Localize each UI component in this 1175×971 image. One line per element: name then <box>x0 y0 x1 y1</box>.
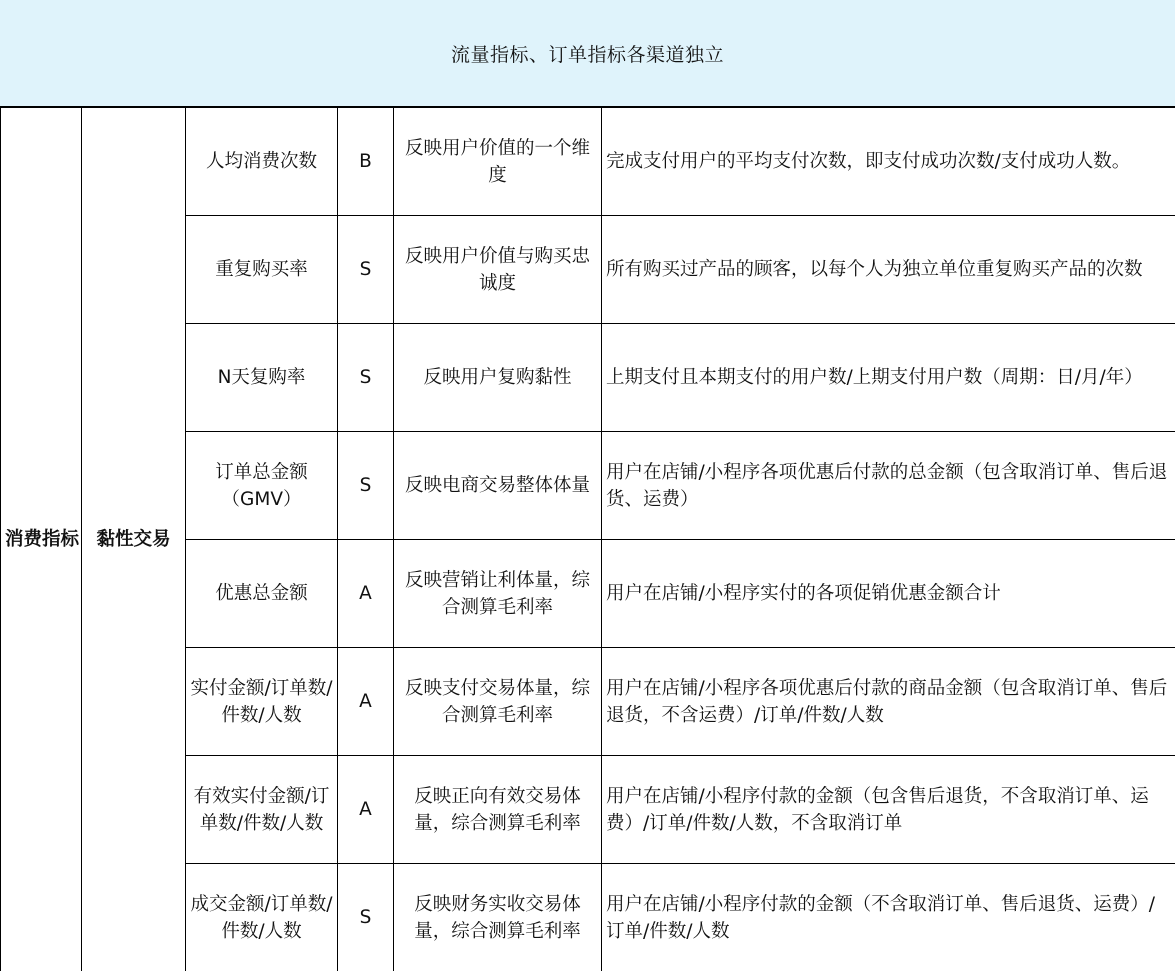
metric-definition-cell[interactable]: 完成支付用户的平均支付次数，即支付成功次数/支付成功人数。 <box>602 108 1175 216</box>
category-level2-cell[interactable] <box>82 108 186 971</box>
metric-name-cell[interactable]: 订单总金额（GMV） <box>186 432 338 540</box>
metrics-table <box>0 107 1175 971</box>
metric-purpose-cell[interactable]: 反映用户价值的一个维度 <box>394 108 602 216</box>
metric-grade-cell[interactable]: B <box>338 108 394 216</box>
metric-name-cell[interactable]: 有效实付金额/订单数/件数/人数 <box>186 756 338 864</box>
table-row <box>1 108 1175 216</box>
metric-definition-cell[interactable]: 用户在店铺/小程序付款的金额（包含售后退货，不含取消订单、运费）/订单/件数/人数，不含取消订单 <box>602 756 1175 864</box>
metric-purpose-cell[interactable]: 反映正向有效交易体量，综合测算毛利率 <box>394 756 602 864</box>
metric-grade-cell[interactable]: S <box>338 432 394 540</box>
metric-grade-cell[interactable]: S <box>338 324 394 432</box>
metric-name-cell[interactable]: 优惠总金额 <box>186 540 338 648</box>
metric-name-cell[interactable]: 重复购买率 <box>186 216 338 324</box>
metric-purpose-cell[interactable]: 反映电商交易整体体量 <box>394 432 602 540</box>
metric-name-cell[interactable]: 人均消费次数 <box>186 108 338 216</box>
metric-purpose-cell[interactable]: 反映支付交易体量，综合测算毛利率 <box>394 648 602 756</box>
metric-definition-cell[interactable]: 所有购买过产品的顾客，以每个人为独立单位重复购买产品的次数 <box>602 216 1175 324</box>
metric-grade-cell[interactable]: S <box>338 864 394 971</box>
category-level1-label: 消费指标 <box>5 529 80 550</box>
metric-definition-cell[interactable]: 用户在店铺/小程序各项优惠后付款的总金额（包含取消订单、售后退货、运费） <box>602 432 1175 540</box>
metric-purpose-cell[interactable]: 反映用户价值与购买忠诚度 <box>394 216 602 324</box>
metric-name-cell[interactable]: 实付金额/订单数/件数/人数 <box>186 648 338 756</box>
metric-purpose-cell[interactable]: 反映营销让利体量，综合测算毛利率 <box>394 540 602 648</box>
metric-grade-cell[interactable]: A <box>338 648 394 756</box>
header-banner <box>0 0 1175 107</box>
metric-grade-cell[interactable]: A <box>338 756 394 864</box>
metric-definition-cell[interactable]: 用户在店铺/小程序各项优惠后付款的商品金额（包含取消订单、售后退货，不含运费）/订单/件数/人数 <box>602 648 1175 756</box>
metric-name-cell[interactable]: N天复购率 <box>186 324 338 432</box>
header-title: 流量指标、订单指标各渠道独立 <box>450 43 724 66</box>
metric-purpose-cell[interactable]: 反映用户复购黏性 <box>394 324 602 432</box>
metric-name-cell[interactable]: 成交金额/订单数/件数/人数 <box>186 864 338 971</box>
category-level1-cell[interactable] <box>1 108 82 971</box>
metric-grade-cell[interactable]: A <box>338 540 394 648</box>
metric-purpose-cell[interactable]: 反映财务实收交易体量，综合测算毛利率 <box>394 864 602 971</box>
category-level2-label: 黏性交易 <box>96 529 171 550</box>
metric-grade-cell[interactable]: S <box>338 216 394 324</box>
metric-definition-cell[interactable]: 用户在店铺/小程序付款的金额（不含取消订单、售后退货、运费）/订单/件数/人数 <box>602 864 1175 971</box>
metric-definition-cell[interactable]: 用户在店铺/小程序实付的各项促销优惠金额合计 <box>602 540 1175 648</box>
metric-definition-cell[interactable]: 上期支付且本期支付的用户数/上期支付用户数（周期：日/月/年） <box>602 324 1175 432</box>
